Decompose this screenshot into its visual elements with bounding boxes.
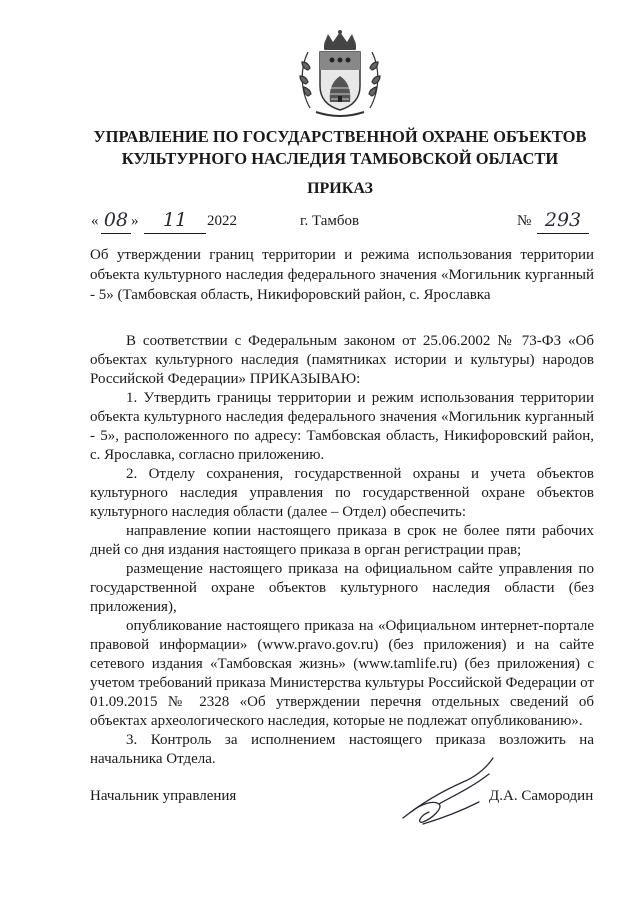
date-quote-close: » — [131, 213, 139, 229]
handwritten-signature — [393, 752, 503, 832]
body-paragraph-item-2-a: направление копии настоящего приказа в срок не более пяти рабочих дней со дня издания настоящего приказа в орган регистрации прав; — [90, 523, 594, 558]
body-paragraph-item-2-b: размещение настоящего приказа на официальном сайте управления по государственной охране объектов культурного наследия области (без приложения), — [90, 561, 594, 615]
document-number: 293 — [537, 207, 589, 234]
date-number-row — [0, 207, 639, 237]
document-body — [90, 332, 594, 769]
signer-name: Д.А. Самородин — [489, 788, 594, 804]
document-subject: Об утверждении границ территории и режима использования территории объекта культурного наследия федерального значения «Могильник курганный - 5» (Тамбовская область, Никифоровский район, с. Ярославка — [90, 247, 594, 303]
date-day: 08 — [101, 207, 131, 234]
organization-title-line2: КУЛЬТУРНОГО НАСЛЕДИЯ ТАМБОВСКОЙ ОБЛАСТИ — [121, 149, 559, 168]
date-month: 11 — [144, 207, 206, 234]
body-paragraph-item-2: 2. Отделу сохранения, государственной охраны и учета объектов культурного наследия управления по государственной охране объектов культурного наследия области (далее – Отдел) обеспечить: — [90, 466, 594, 520]
organization-title — [40, 126, 639, 170]
body-paragraph-item-1: 1. Утвердить границы территории и режим использования территории объекта культурного наследия федерального значения «Могильник курганный - 5», расположенного по адресу: Тамбовская область, Никифоровский район, с. Ярославка, согласно приложению. — [90, 390, 594, 463]
body-paragraph-item-3: 3. Контроль за исполнением настоящего приказа возложить на начальника Отдела. — [90, 732, 594, 767]
signer-position: Начальник управления — [90, 788, 237, 804]
coat-of-arms-icon — [296, 30, 384, 118]
document-type: ПРИКАЗ — [307, 180, 373, 197]
date-quote-open: « — [91, 213, 99, 229]
date-year: 2022 — [207, 213, 237, 229]
organization-title-line1: УПРАВЛЕНИЕ ПО ГОСУДАРСТВЕННОЙ ОХРАНЕ ОБЪЕКТОВ — [93, 127, 587, 146]
body-paragraph-item-2-c: опубликование настоящего приказа на «Официальном интернет-портале правовой информации» (www.pravo.gov.ru) (без приложения) и на сайте сетевого издания «Тамбовская жизнь» (www.tamlife.ru) (без приложения) с учетом требований приказа Министерства культуры Российской Федерации от 01.09.2015 № 2328 «Об утверждении перечня отдельных сведений об объектах археологического наследия, которые не подлежат опубликованию». — [90, 618, 594, 729]
number-label: № — [517, 213, 532, 229]
body-paragraph-preamble: В соответствии с Федеральным законом от 25.06.2002 № 73-ФЗ «Об объектах культурного наследия (памятниках истории и культуры) народов Российской Федерации» ПРИКАЗЫВАЮ: — [90, 333, 594, 387]
city: г. Тамбов — [300, 213, 360, 229]
